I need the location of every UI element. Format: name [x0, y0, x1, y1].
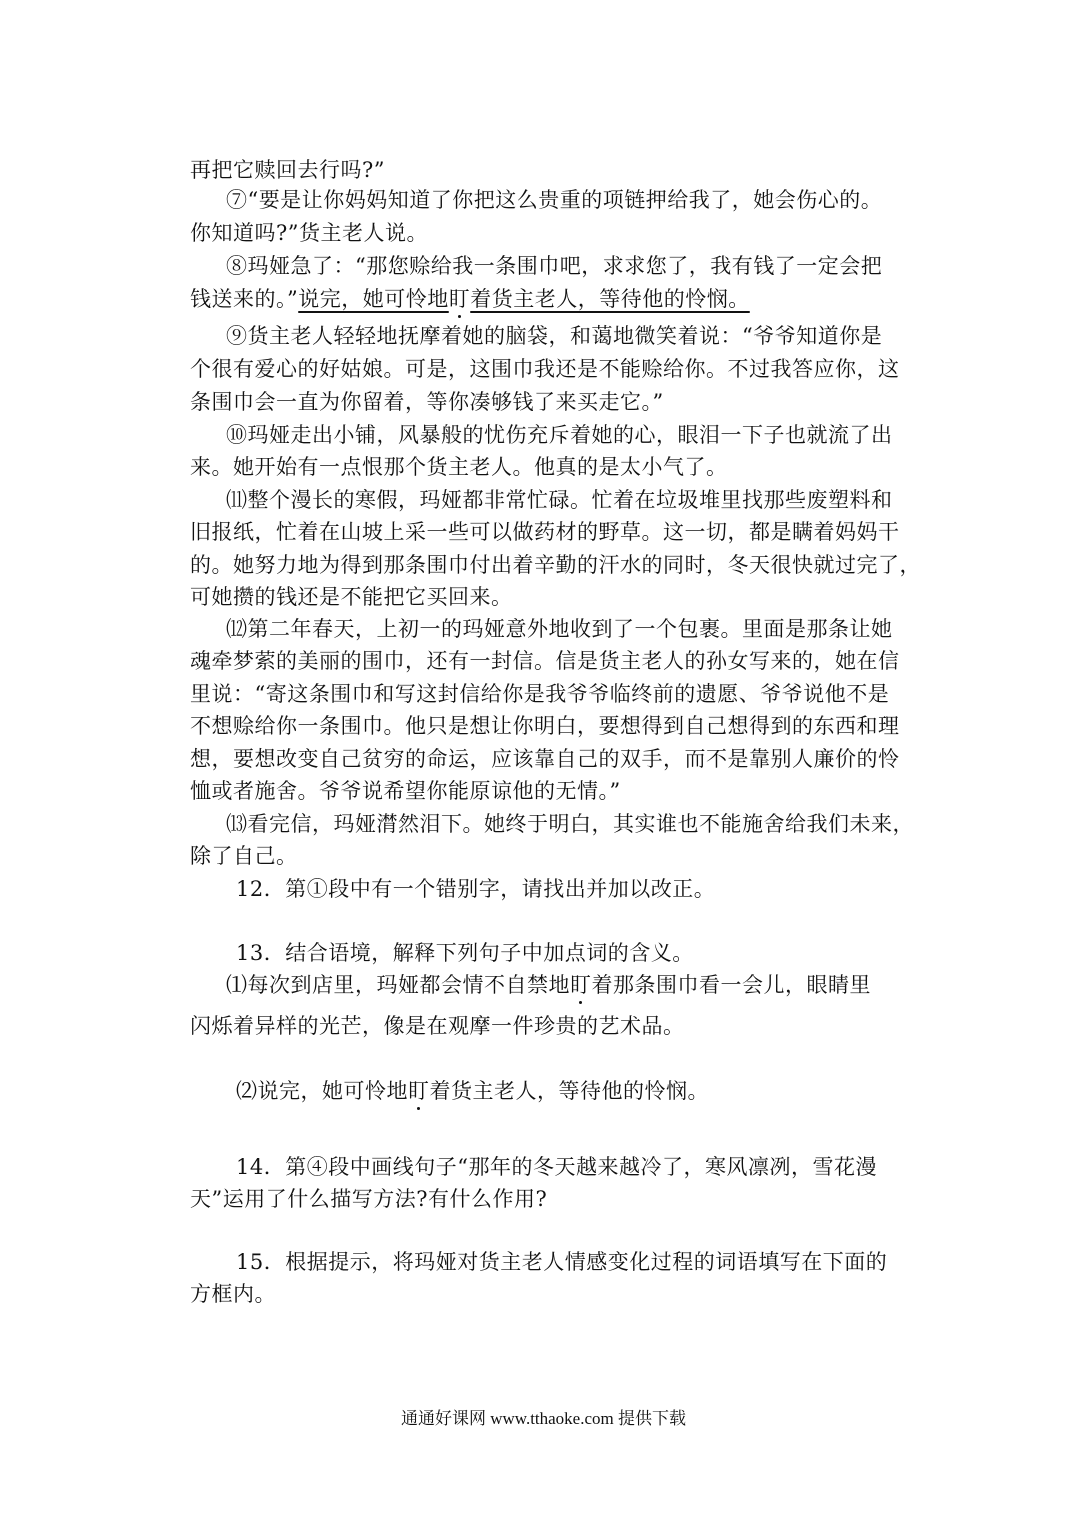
dotted-word: 盯 — [408, 1076, 430, 1106]
text-line: 魂牵梦萦的美丽的围巾，还有一封信。信是货主老人的孙女写来的，她在信 — [190, 649, 900, 673]
text-line: 除了自己。 — [190, 844, 298, 868]
text-line: 方框内。 — [190, 1282, 276, 1306]
text-line: ⑨货主老人轻轻地抚摩着她的脑袋，和蔼地微笑着说：“爷爷知道你是 — [226, 324, 883, 348]
text-segment: ⑵说完，她可怜地 — [236, 1079, 408, 1103]
dotted-word: 盯 — [449, 284, 471, 314]
underlined-segment: 着货主老人，等待他的怜悯。 — [470, 287, 750, 311]
text-line: 来。她开始有一点恨那个货主老人。他真的是太小气了。 — [190, 455, 728, 479]
text-line-underlined-sentence — [190, 284, 750, 314]
text-line: ⑦“要是让你妈妈知道了你把这么贵重的项链押给我了，她会伤心的。 — [226, 188, 883, 212]
text-line: 天”运用了什么描写方法?有什么作用? — [190, 1187, 548, 1211]
text-line: 可她攒的钱还是不能把它买回来。 — [190, 585, 513, 609]
text-line: ⑧玛娅急了：“那您赊给我一条围巾吧，求求您了，我有钱了一定会把 — [226, 254, 883, 278]
text-line: 不想赊给你一条围巾。他只是想让你明白，要想得到自己想得到的东西和理 — [190, 714, 900, 738]
text-line: ⑾整个漫长的寒假，玛娅都非常忙碌。忙着在垃圾堆里找那些废塑料和 — [226, 488, 893, 512]
text-segment: 钱送来的。” — [190, 287, 299, 311]
question-13-item-2 — [236, 1076, 709, 1106]
text-segment: 着货主老人，等待他的怜悯。 — [429, 1079, 709, 1103]
text-segment: 着那条围巾看一会儿，眼睛里 — [591, 973, 871, 997]
text-line: 恤或者施舍。爷爷说希望你能原谅他的无情。” — [190, 779, 621, 803]
text-line: 条围巾会一直为你留着，等你凑够钱了来买走它。” — [190, 390, 664, 414]
text-line: 个很有爱心的好姑娘。可是，这围巾我还是不能赊给你。不过我答应你，这 — [190, 357, 900, 381]
question-15: 15．根据提示，将玛娅对货主老人情感变化过程的词语填写在下面的 — [236, 1250, 888, 1274]
underlined-segment: 说完，她可怜地 — [298, 287, 449, 311]
text-line: 闪烁着异样的光芒，像是在观摩一件珍贵的艺术品。 — [190, 1014, 685, 1038]
underlined-text — [298, 287, 750, 311]
question-13-item-1 — [226, 970, 871, 1000]
question-13: 13．结合语境，解释下列句子中加点词的含义。 — [236, 941, 694, 965]
question-14: 14．第④段中画线句子“那年的冬天越来越冷了，寒风凛冽，雪花漫 — [236, 1155, 877, 1179]
text-segment: ⑴每次到店里，玛娅都会情不自禁地 — [226, 973, 570, 997]
text-line: 里说：“寄这条围巾和写这封信给你是我爷爷临终前的遗愿、爷爷说他不是 — [190, 682, 890, 706]
text-line: ⑿第二年春天，上初一的玛娅意外地收到了一个包裹。里面是那条让她 — [226, 617, 893, 641]
text-line: ⑩玛娅走出小铺，风暴般的忧伤充斥着她的心，眼泪一下子也就流了出 — [226, 423, 893, 447]
page-footer: 通通好课网 www.tthaoke.com 提供下载 — [400, 1409, 687, 1428]
dotted-word: 盯 — [570, 970, 592, 1000]
text-line: 再把它赎回去行吗?” — [190, 158, 385, 182]
text-line: 旧报纸，忙着在山坡上采一些可以做药材的野草。这一切，都是瞒着妈妈干 — [190, 520, 900, 544]
text-line: 想，要想改变自己贫穷的命运，应该靠自己的双手，而不是靠别人廉价的怜 — [190, 747, 900, 771]
text-line: 的。她努力地为得到那条围巾付出着辛勤的汗水的同时，冬天很快就过完了， — [190, 553, 921, 577]
text-line: 你知道吗?”货主老人说。 — [190, 221, 428, 245]
question-12: 12．第①段中有一个错别字，请找出并加以改正。 — [236, 877, 716, 901]
text-line: ⒀看完信，玛娅潸然泪下。她终于明白，其实谁也不能施舍给我们未来， — [226, 812, 914, 836]
